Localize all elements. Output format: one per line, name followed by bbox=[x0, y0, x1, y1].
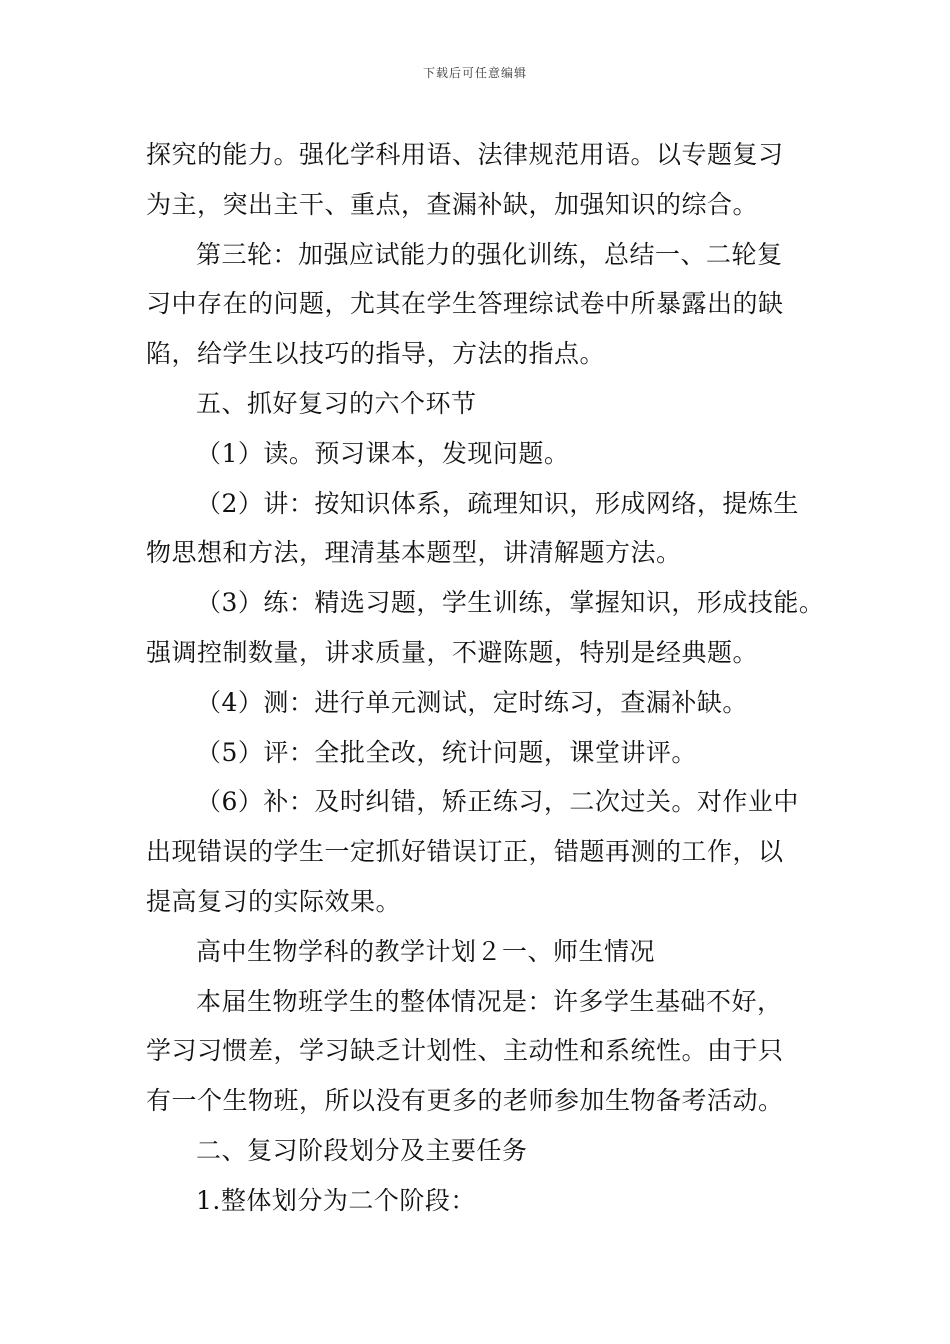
list-item: 1.整体划分为二个阶段： bbox=[196, 1185, 476, 1215]
text-line: 学习习惯差，学习缺乏计划性、主动性和系统性。由于只 bbox=[146, 1036, 784, 1066]
section-heading: 五、抓好复习的六个环节 bbox=[196, 388, 477, 418]
text-line: 陷，给学生以技巧的指导，方法的指点。 bbox=[146, 339, 606, 369]
text-line: 探究的能力。强化学科用语、法律规范用语。以专题复习 bbox=[146, 140, 784, 169]
section-heading: 二、复习阶段划分及主要任务 bbox=[196, 1135, 528, 1165]
text-line: 第三轮：加强应试能力的强化训练，总结一、二轮复 bbox=[196, 239, 783, 269]
text-line: 出现错误的学生一定抓好错误订正，错题再测的工作，以 bbox=[146, 837, 784, 867]
list-item: （2）讲：按知识体系，疏理知识，形成网络，提炼生 bbox=[196, 488, 799, 518]
list-item: （3）练：精选习题，学生训练，掌握知识，形成技能。 bbox=[196, 588, 825, 618]
page-header: 下载后可任意编辑 bbox=[422, 66, 527, 80]
document-body bbox=[146, 130, 826, 1226]
text-line: 本届生物班学生的整体情况是：许多学生基础不好， bbox=[196, 986, 783, 1016]
list-item: （1）读。预习课本，发现问题。 bbox=[196, 438, 570, 468]
list-item: （4）测：进行单元测试，定时练习，查漏补缺。 bbox=[196, 687, 748, 717]
list-item: （5）评：全批全改，统计问题，课堂讲评。 bbox=[196, 737, 697, 767]
text-line: 物思想和方法，理清基本题型，讲清解题方法。 bbox=[146, 538, 682, 568]
text-line: 有一个生物班，所以没有更多的老师参加生物备考活动。 bbox=[146, 1086, 784, 1116]
text-line: 提高复习的实际效果。 bbox=[146, 886, 402, 916]
section-heading: 高中生物学科的教学计划２一、师生情况 bbox=[196, 936, 656, 966]
text-line: 为主，突出主干、重点，查漏补缺，加强知识的综合。 bbox=[146, 189, 759, 219]
text-line: 习中存在的问题，尤其在学生答理综试卷中所暴露出的缺 bbox=[146, 289, 784, 319]
list-item: （6）补：及时纠错，矫正练习，二次过关。对作业中 bbox=[196, 787, 799, 817]
text-line: 强调控制数量，讲求质量，不避陈题，特别是经典题。 bbox=[146, 637, 759, 667]
